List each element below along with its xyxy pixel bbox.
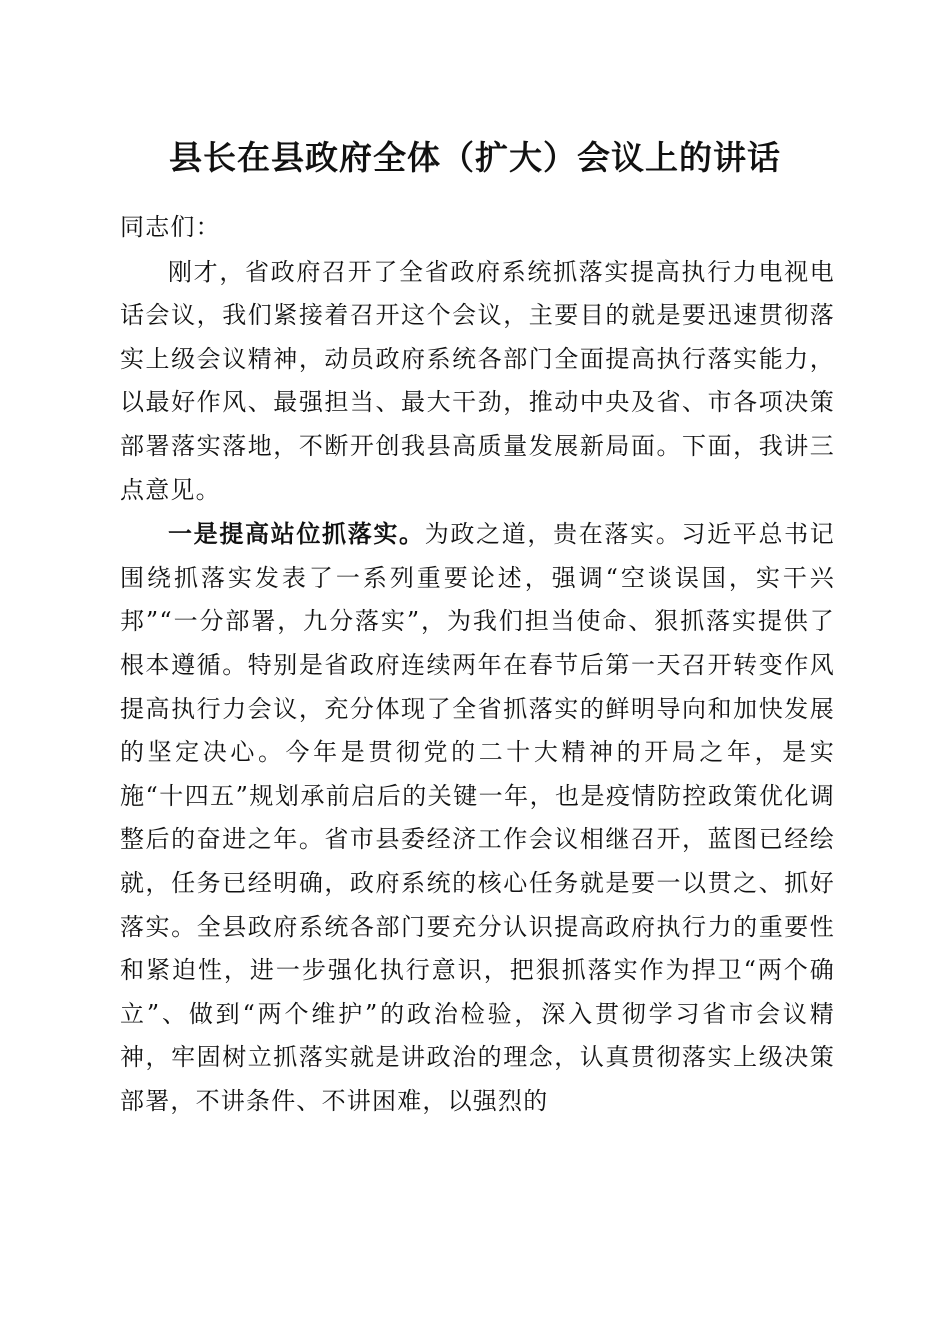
paragraph-text: 刚才，省政府召开了全省政府系统抓落实提高执行力电视电话会议，我们紧接着召开这个会议，主要目的就是要迅速贯彻落实上级会议精神，动员政府系统各部门全面提高执行落实能力，以最好作风、最强担当、最大干劲，推动中央及省、市各项决策部署落实落地，不断开创我县高质量发展新局面。下面，我讲三点意见。 <box>120 257 835 504</box>
paragraph-point-one <box>120 512 835 1123</box>
salutation: 同志们： <box>120 213 221 241</box>
paragraph-opening <box>120 250 835 513</box>
document-body <box>120 206 835 1123</box>
document-title: 县长在县政府全体（扩大）会议上的讲话 <box>169 138 781 177</box>
paragraph-lead: 一是提高站位抓落实。 <box>168 519 425 549</box>
paragraph-text: 为政之道，贵在落实。习近平总书记围绕抓落实发表了一系列重要论述，强调“空谈误国，实干兴邦”“一分部署，九分落实”，为我们担当使命、狠抓落实提供了根本遵循。特别是省政府连续两年在春节后第一天召开转变作风提高执行力会议，充分体现了全省抓落实的鲜明导向和加快发展的坚定决心。今年是贯彻党的二十大精神的开局之年，是实施“十四五”规划承前启后的关键一年，也是疫情防控政策优化调整后的奋进之年。省市县委经济工作会议相继召开，蓝图已经绘就，任务已经明确，政府系统的核心任务就是要一以贯之、抓好落实。全县政府系统各部门要充分认识提高政府执行力的重要性和紧迫性，进一步强化执行意识，把狠抓落实作为捍卫“两个确立”、做到“两个维护”的政治检验，深入贯彻学习省市会议精神，牢固树立抓落实就是讲政治的理念，认真贯彻落实上级决策部署，不讲条件、不讲困难，以强烈的 <box>120 520 835 1115</box>
